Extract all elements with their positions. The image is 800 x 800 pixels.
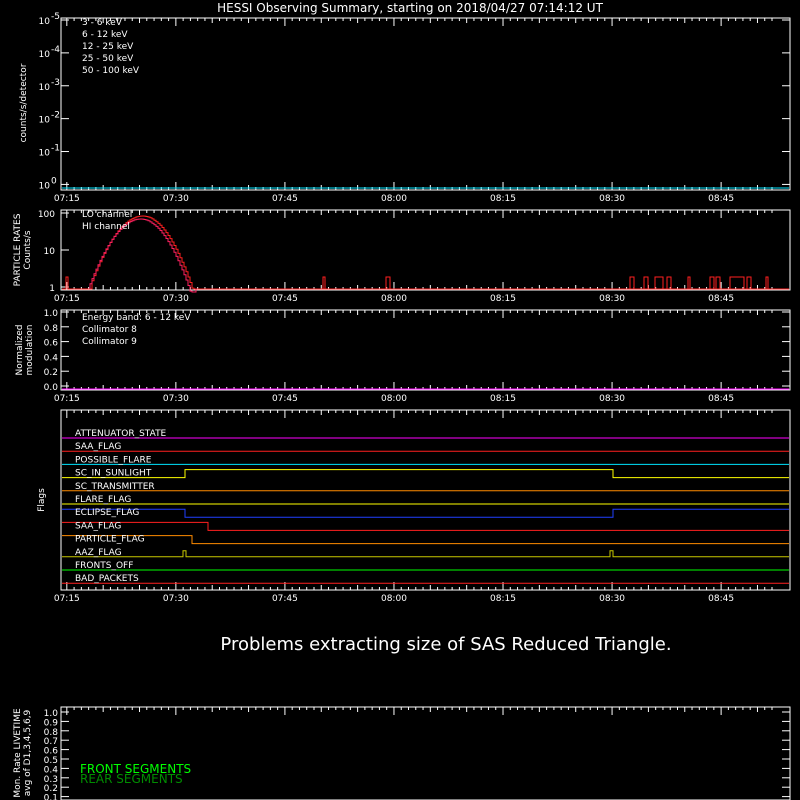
rates-panel [61, 18, 790, 190]
x-tick-label: 07:15 [53, 294, 80, 304]
y-tick-label: 100 [37, 210, 55, 220]
legend-entry: 12 - 25 keV [82, 42, 134, 52]
series-lo-channel [62, 216, 789, 289]
flag-line [62, 536, 789, 544]
livetime-panel [61, 707, 790, 800]
x-tick-label: 08:15 [490, 394, 516, 404]
particle-panel [61, 210, 790, 290]
x-tick-label: 07:15 [53, 594, 80, 604]
flag-label: POSSIBLE_FLARE [75, 455, 152, 466]
y-tick-label: 10 [38, 82, 50, 93]
particle-spike [655, 277, 663, 289]
legend-entry: LO channel [82, 210, 133, 220]
x-tick-label: 08:30 [599, 594, 626, 604]
y-tick-label: 0 [51, 176, 57, 187]
flag-label: SC_TRANSMITTER [75, 481, 155, 492]
x-tick-label: 08:45 [708, 594, 735, 604]
status-message: Problems extracting size of SAS Reduced Triangle. [220, 634, 672, 655]
flag-label: SAA_FLAG [75, 521, 122, 532]
legend-entry: Collimator 8 [82, 325, 137, 335]
flag-label: SAA_FLAG [75, 442, 122, 453]
particle-ylabel-2: Counts/s [23, 230, 33, 270]
x-tick-label: 08:45 [708, 294, 735, 304]
y-tick-label: 0.7 [43, 737, 58, 748]
x-tick-label: 08:00 [380, 294, 407, 304]
particle-spike [323, 277, 325, 289]
y-tick-label: 1.0 [43, 709, 58, 719]
x-tick-label: 08:45 [708, 194, 735, 204]
y-tick-label: 1 [49, 284, 55, 294]
x-tick-label: 08:30 [599, 294, 626, 304]
y-tick-label: 0.8 [43, 323, 58, 334]
y-tick-label: -4 [51, 44, 60, 55]
flags-ylabel: Flags [37, 488, 47, 512]
y-tick-label: 0.6 [43, 746, 58, 757]
flag-label: ATTENUATOR_STATE [75, 429, 167, 439]
x-tick-label: 07:15 [53, 194, 80, 204]
rates-ylabel: counts/s/detector [19, 63, 29, 143]
x-tick-label: 08:00 [380, 594, 407, 604]
y-tick-label: -3 [51, 77, 60, 88]
y-tick-label: 0.3 [43, 774, 58, 785]
x-tick-label: 08:45 [708, 394, 735, 404]
livetime-ylabel-1: Mon. Rate LIVETIME [13, 708, 23, 798]
legend-entry: Energy band: 6 - 12 keV [82, 313, 191, 323]
y-tick-label: 10 [38, 17, 50, 27]
x-tick-label: 07:45 [271, 594, 298, 604]
particle-ylabel-1: PARTICLE RATES [13, 213, 23, 287]
y-tick-label: 10 [43, 247, 55, 257]
y-tick-label: 0.2 [43, 368, 58, 379]
legend-entry: 6 - 12 keV [82, 30, 128, 40]
y-tick-label: -2 [51, 110, 60, 121]
x-tick-label: 07:30 [162, 394, 189, 404]
flags-panel [61, 410, 790, 590]
flag-label: ECLIPSE_FLAG [75, 508, 140, 519]
legend-entry: 3 - 6 keV [82, 18, 122, 28]
x-tick-label: 07:15 [53, 394, 80, 404]
y-tick-label: 0.4 [43, 353, 58, 364]
modulation-ylabel-1: Normalized [15, 324, 25, 376]
particle-spike [644, 277, 648, 289]
y-tick-label: 1.0 [43, 309, 58, 319]
x-tick-label: 07:30 [162, 194, 189, 204]
x-tick-label: 08:15 [490, 594, 516, 604]
y-tick-label: 0.0 [43, 383, 58, 393]
x-tick-label: 07:45 [271, 194, 298, 204]
particle-spike [688, 277, 690, 289]
x-tick-label: 07:30 [162, 594, 189, 604]
x-tick-label: 08:00 [380, 394, 407, 404]
y-tick-label: 0.9 [43, 718, 58, 729]
flag-line [62, 509, 789, 517]
flag-line [62, 551, 789, 557]
y-tick-label: 10 [38, 115, 50, 126]
flag-line [62, 470, 789, 478]
chart-title: HESSI Observing Summary, starting on 2018/04/27 07:14:12 UT [217, 1, 603, 15]
modulation-ylabel-2: modulation [25, 324, 35, 376]
flag-label: FLARE_FLAG [75, 495, 132, 505]
legend-entry: 25 - 50 keV [82, 54, 134, 64]
legend-entry: Collimator 9 [82, 337, 137, 347]
x-tick-label: 07:45 [271, 294, 298, 304]
x-tick-label: 07:45 [271, 394, 298, 404]
legend-entry: HI channel [82, 222, 130, 232]
livetime-ylabel-2: avg of D1,3,4,5,6,9 [23, 709, 33, 797]
legend-entry: REAR SEGMENTS [80, 772, 183, 786]
y-tick-label: 0.8 [43, 727, 58, 738]
y-tick-label: 0.1 [43, 793, 58, 800]
legend-entry: 50 - 100 keV [82, 66, 140, 76]
x-tick-label: 08:30 [599, 394, 626, 404]
particle-spike [730, 277, 744, 289]
y-tick-label: 0.4 [43, 765, 58, 776]
flag-label: PARTICLE_FLAG [75, 534, 145, 545]
y-tick-label: 0.6 [43, 338, 58, 349]
particle-spike [716, 277, 720, 289]
flag-line [62, 522, 789, 530]
y-tick-label: 0.2 [43, 784, 58, 795]
y-tick-label: 10 [38, 49, 50, 60]
x-tick-label: 08:00 [380, 194, 407, 204]
flag-label: BAD_PACKETS [75, 574, 139, 585]
y-tick-label: 10 [38, 148, 50, 159]
x-tick-label: 08:15 [490, 294, 516, 304]
y-tick-label: 0.5 [43, 756, 58, 766]
flag-label: FRONTS_OFF [75, 561, 134, 571]
y-tick-label: -5 [51, 12, 60, 22]
x-tick-label: 08:30 [599, 194, 626, 204]
x-tick-label: 08:15 [490, 194, 516, 204]
y-tick-label: 10 [38, 181, 50, 192]
legend-entry: FRONT SEGMENTS [80, 762, 192, 776]
x-tick-label: 07:30 [162, 294, 189, 304]
flag-label: AAZ_FLAG [75, 547, 122, 558]
flag-label: SC_IN_SUNLIGHT [75, 468, 152, 479]
y-tick-label: -1 [51, 143, 60, 154]
particle-spike [766, 277, 768, 289]
